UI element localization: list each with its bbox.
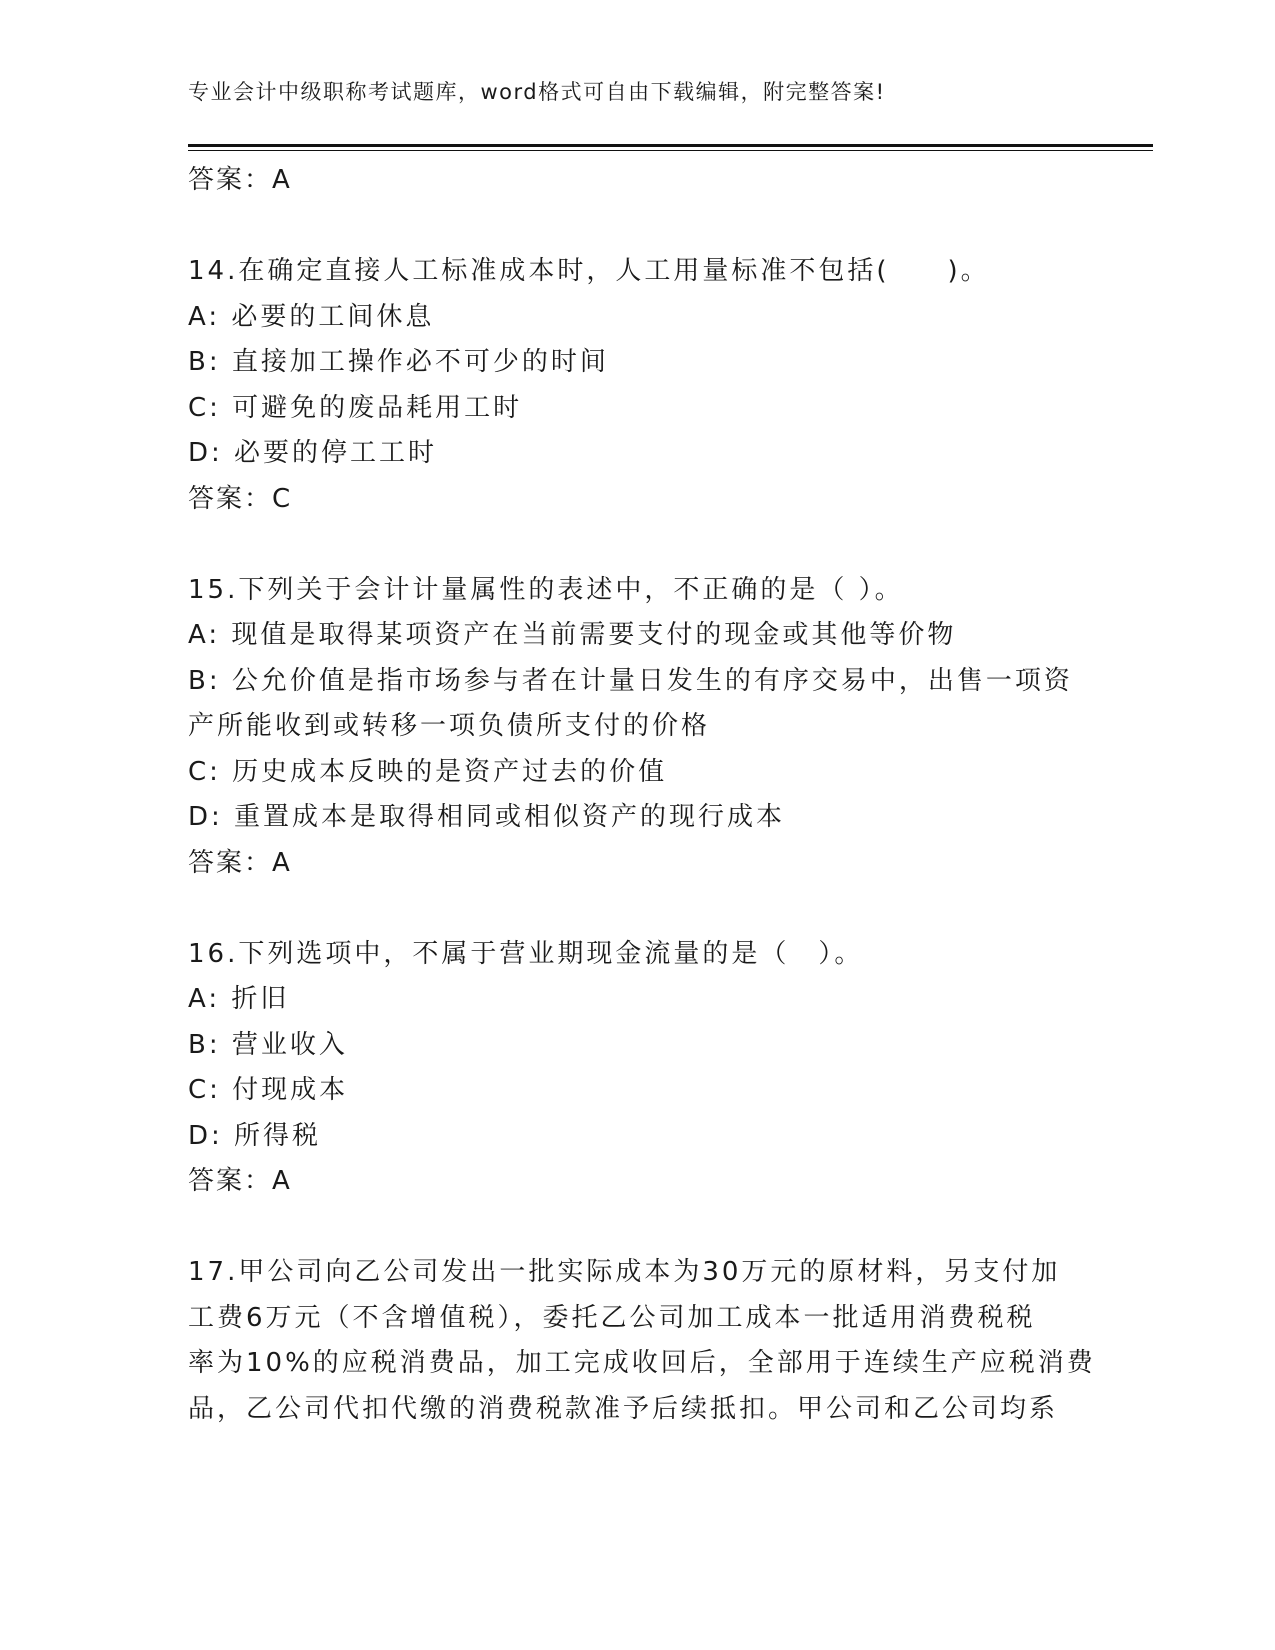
question-17 (188, 1250, 1096, 1432)
option-c: C: 可避免的废品耗用工时 (188, 392, 523, 423)
option-a: A: 必要的工间休息 (188, 301, 435, 332)
option-d: D: 所得税 (188, 1120, 322, 1151)
option-b: B: 直接加工操作必不可少的时间 (188, 347, 609, 377)
option-c: C: 付现成本 (188, 1075, 349, 1105)
question-stem-line-3: 率为10%的应税消费品，加工完成收回后，全部用于连续生产应税消费 (188, 1348, 1096, 1378)
answer: 答案：C (188, 483, 293, 514)
option-a: A: 折旧 (188, 984, 290, 1014)
option-b: B: 公允价值是指市场参与者在计量日发生的有序交易中，出售一项资 (188, 665, 1073, 696)
question-stem: 16.下列选项中，不属于营业期现金流量的是（ ）。 (188, 938, 864, 969)
answer: 答案：A (188, 1166, 292, 1196)
spacer (188, 522, 1088, 568)
page-header: 专业会计中级职称考试题库，word格式可自由下载编辑，附完整答案! (188, 80, 886, 104)
answer: 答案：A (188, 847, 292, 878)
option-d: D: 重置成本是取得相同或相似资产的现行成本 (188, 802, 786, 832)
question-15 (188, 568, 1088, 887)
previous-answer: 答案：A (188, 165, 292, 195)
question-stem-line-2: 工费6万元（不含增值税），委托乙公司加工成本一批适用消费税税 (188, 1302, 1036, 1333)
question-list (188, 158, 1096, 1432)
spacer (188, 886, 1088, 932)
question-stem: 15.下列关于会计计量属性的表述中，不正确的是（ ）。 (188, 574, 904, 605)
option-d: D: 必要的停工工时 (188, 438, 438, 468)
header-divider-thick (188, 144, 1153, 147)
question-16 (188, 932, 1088, 1205)
spacer (188, 204, 1088, 250)
option-a: A: 现值是取得某项资产在当前需要支付的现金或其他等价物 (188, 620, 957, 650)
question-stem-line-4: 品，乙公司代扣代缴的消费税款准予后续抵扣。甲公司和乙公司均系 (188, 1393, 1059, 1424)
spacer (188, 1205, 1088, 1251)
option-b: B: 营业收入 (188, 1029, 348, 1060)
question-stem-line-1: 17.甲公司向乙公司发出一批实际成本为30万元的原材料，另支付加 (188, 1257, 1061, 1287)
option-c: C: 历史成本反映的是资产过去的价值 (188, 756, 668, 787)
question-stem: 14.在确定直接人工标准成本时，人工用量标准不包括( )。 (188, 256, 990, 286)
question-14 (188, 249, 1088, 522)
header-divider-thin (188, 150, 1153, 151)
option-b-continued: 产所能收到或转移一项负债所支付的价格 (188, 711, 711, 741)
